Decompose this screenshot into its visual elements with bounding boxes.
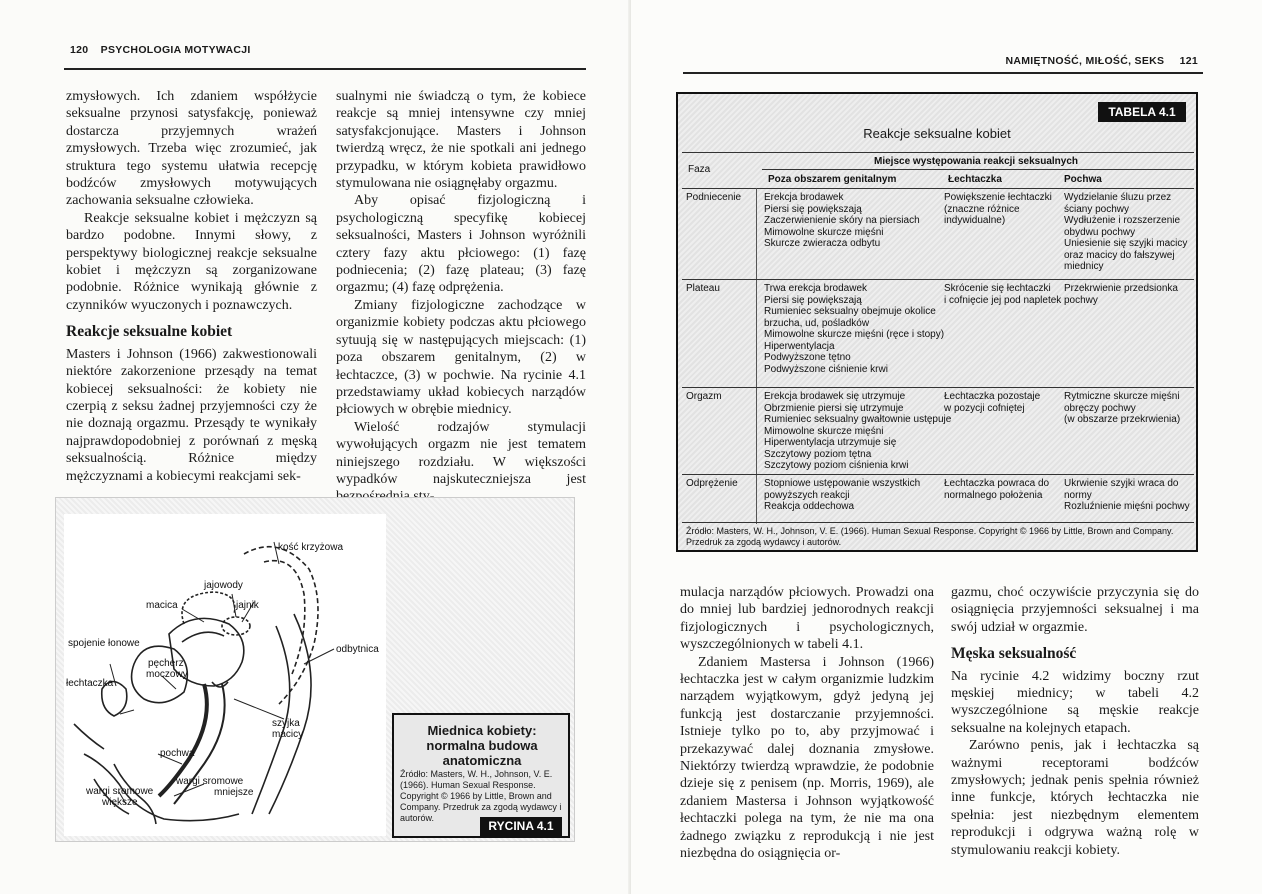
- table-cell-clitoris: Łechtaczka powraca do normalnego położenia: [944, 478, 1050, 501]
- table-cell-clitoris: Powiększenie łechtaczki (znaczne różnice indywidualne): [944, 192, 1052, 226]
- table-cell-outside: Erekcja brodawek się utrzymuje Obrzmienie piersi się utrzymuje Rumieniec seksualny gwałtownie ustępuje Mimowolne skurcze mięśni Hiperwentylacja utrzymuje się Szczytowy poziom tętna Szczytowy poziom ciśnienia krwi: [764, 391, 952, 471]
- table-cell-vagina: Rytmiczne skurcze mięśni obręczy pochwy (w obszarze przekrwienia): [1064, 391, 1181, 425]
- table-row-phase: Podniecenie: [686, 192, 742, 203]
- paragraph: Wielość rodzajów stymulacji wywołujących orgazm nie jest tematem niniejszego rozdziału. W większości wypadków najskuteczniejsza jest: [336, 419, 586, 487]
- label-szyjka: szyjka: [272, 718, 300, 729]
- right-running-head-title: NAMIĘTNOŚĆ, MIŁOŚĆ, SEKS: [1005, 55, 1165, 67]
- table-cell-outside: Erekcja brodawek Piersi się powiększają Zaczerwienienie skóry na piersiach Mimowolne skurcze mięśni Skurcze zwieracza odbytu: [764, 192, 920, 249]
- label-wargi-mniejsze: wargi sromowe: [176, 776, 244, 787]
- table-cell-outside: Stopniowe ustępowanie wszystkich powyższych reakcji Reakcja oddechowa: [764, 478, 921, 512]
- left-column-2: [336, 88, 586, 506]
- left-page-number: 120: [70, 44, 89, 56]
- table-header-outside: Poza obszarem genitalnym: [768, 174, 897, 185]
- figure-4-1: [55, 497, 575, 842]
- table-row-phase: Odprężenie: [686, 478, 738, 489]
- label-spojenie-lonowe: spojenie łonowe: [68, 638, 140, 649]
- section-heading: Męska seksualność: [951, 645, 1077, 663]
- table-header-clitoris: Łechtaczka: [948, 174, 1002, 185]
- right-page-number: 121: [1179, 55, 1198, 67]
- paragraph: Zdaniem Mastersa i Johnson (1966) łechtaczka jest w całym organizmie ludzkim narządem wyjątkowym, gdyż jedyną jej funkcją jest dostarczanie przyjemności. Istnieje tylko po to, aby przyjmować i przekazywać dalej doznania zmysłowe. Niektórzy twierdzą wprawdzie, że podobnie dzieje się z penisem (np. Morris, 1969), ale zdaniem Mastersa i Johnson wyjątkowość łechtaczki polega na tym, że nie ma ona żadnego związku z reprodukcją i nie jest niezbędna do osiągnięcia or-: [680, 654, 934, 862]
- right-running-head: [1005, 55, 1198, 67]
- label-lechtaczka: łechtaczka: [66, 678, 114, 689]
- table-source: Źródło: Masters, W. H., Johnson, V. E. (1966). Human Sexual Response. Copyright © 1966 by Little, Brown and Company. Przedruk za zgodą wydawcy i autorów.: [686, 526, 1174, 547]
- label-wieksze: większe: [102, 797, 138, 808]
- paragraph: Zarówno penis, jak i łechtaczka są ważnymi receptorami bodźców zmysłowych; jednak penis spełnia również inne funkcje, których łechtaczka nie spełnia: jest niezbędnym elementem reprodukcji i odgrywa ważną rolę w stymulowaniu reakcji kobiety.: [951, 738, 1199, 858]
- paragraph: zmysłowych. Ich zdaniem współżycie seksualne przynosi satysfakcję, ponieważ dostarcza przyjemnych wrażeń zmysłowych. Trzeba więc zrozumieć, jak struktura tego systemu ułatwia recepcję bodźców zmysłowych motywujących zachowania seksualne człowieka.: [66, 89, 317, 209]
- paragraph: Na rycinie 4.2 widzimy boczny rzut męskiej miednicy; w tabeli 4.2 wyszczególnione są męskie reakcje seksualne na kolejnych etapach.: [951, 668, 1199, 736]
- figure-tag: RYCINA 4.1: [480, 817, 562, 836]
- label-odbytnica: odbytnica: [336, 644, 379, 655]
- table-rule: [682, 279, 1194, 280]
- table-cell-vagina: Ukrwienie szyjki wraca do normy Rozluźnienie mięśni pochwy: [1064, 478, 1190, 512]
- table-rule: [682, 152, 1194, 153]
- paragraph: Aby opisać fizjologiczną i psychologiczną specyfikę kobiecej seksualności, Masters i Johnson wyróżnili cztery fazy aktu płciowego: (1) fazę podniecenia; (2) fazę plateau; (3) fazę orgazmu; (4) fazę odprężenia.: [336, 193, 586, 296]
- table-header-phase: Faza: [688, 164, 711, 175]
- left-running-head: [70, 44, 251, 56]
- label-wargi-wieksze: wargi sromowe: [86, 786, 154, 797]
- figure-caption-box: [392, 713, 570, 838]
- table-4-1: [676, 92, 1198, 552]
- table-rule: [682, 387, 1194, 388]
- table-rule: [682, 522, 1194, 523]
- left-header-rule: [64, 68, 586, 70]
- table-header-group: Miejsce występowania reakcji seksualnych: [874, 156, 1078, 167]
- label-mniejsze: mniejsze: [214, 787, 254, 798]
- table-rule: [682, 188, 1194, 189]
- table-cell-clitoris: Skrócenie się łechtaczki i cofnięcie jej pod napletek: [944, 283, 1062, 306]
- section-heading: Reakcje seksualne kobiet: [66, 323, 233, 341]
- right-column-2: [951, 584, 1199, 859]
- label-pecherz: pęcherz: [148, 658, 184, 669]
- paragraph: mulacja narządów płciowych. Prowadzi ona do mniej lub bardziej jednorodnych reakcji fizjologicznych i psychologicznych, wyszczególnionych w tabeli 4.1.: [680, 585, 934, 653]
- table-cell-outside: Trwa erekcja brodawek Piersi się powiększają Rumieniec seksualny obejmuje okolice brzucha, ud, pośladków Mimowolne skurcze mięśni (ręce i stopy) Hiperwentylacja Podwyższone tętno Podwyższone ciśnienie krwi: [764, 283, 945, 375]
- paragraph: sualnymi nie świadczą o tym, że kobiece reakcje są mniej intensywne czy mniej satysfakcjonujące. Masters i Johnson twierdzą wręcz, że nie spotkali ani jednego przypadku, w którym kobieta prawidłowo stymulowana nie osiągnęłaby orgazmu.: [336, 89, 586, 192]
- table-cell-clitoris: Łechtaczka pozostaje w pozycji cofniętej: [944, 391, 1041, 414]
- table-rule: [682, 474, 1194, 475]
- table-rule: [762, 169, 1194, 170]
- label-moczowy: moczowy: [146, 669, 188, 680]
- table-title: Reakcje seksualne kobiet: [863, 126, 1011, 141]
- label-macica: macica: [146, 600, 178, 611]
- figure-caption-title: Miednica kobiety: normalna budowa anatomiczna: [426, 723, 538, 768]
- table-header-vagina: Pochwa: [1064, 174, 1102, 185]
- table-tag: TABELA 4.1: [1098, 102, 1186, 122]
- paragraph: Zmiany fizjologiczne zachodzące w organizmie kobiety podczas aktu płciowego sytuują się w następujących miejscach: (1) poza obszarem genitalnym, (2) w łechtaczce, (3) w pochwie. Na rycinie 4.1 przedstawiamy układ kobiecych narządów płciowych w obrębie miednicy.: [336, 297, 586, 418]
- label-macicy: macicy: [272, 729, 304, 740]
- paragraph: Reakcje seksualne kobiet i mężczyzn są bardzo podobne. Innymi słowy, z perspektywy biologicznej reakcje seksualne kobiet i mężczyzn są zorganizowane podobnie. Różnice wynikają głównie z czynników wyuczonych i poznawczych.: [66, 210, 317, 313]
- paragraph: gazmu, choć oczywiście przyczynia się do osiągnięcia przyjemności seksualnej i ma swój udział w orgazmie.: [951, 585, 1199, 635]
- table-cell-vagina: Przekrwienie przedsionka pochwy: [1064, 283, 1178, 306]
- label-jajowody: jajowody: [204, 580, 243, 591]
- table-row-phase: Plateau: [686, 283, 720, 294]
- right-column-1: [680, 584, 934, 863]
- paragraph: Masters i Johnson (1966) zakwestionowali niektóre zakorzenione przesądy na temat kobiecej seksualności: że kobiety nie czerpią z seksu żadnej przyjemności czy że nie doznają orgazmu. Przesądy te wynikały najprawdopodobniej z porównań z męską seksualnością. Różnice między mężczyznami a kobiecymi reakcjami sek-: [66, 346, 317, 484]
- figure-drawing-area: [64, 514, 386, 836]
- figure-source: Źródło: Masters, W. H., Johnson, V. E. (1966). Human Sexual Response. Copyright © 1966 by Little, Brown and Company. Przedruk za zgodą wydawcy i autorów.: [400, 769, 562, 823]
- table-cell-vagina: Wydzielanie śluzu przez ściany pochwy Wydłużenie i rozszerzenie obydwu pochwy Uniesienie się szyjki macicy oraz macicy do fałszywej miednicy: [1064, 192, 1188, 272]
- table-row-phase: Orgazm: [686, 391, 722, 402]
- label-jajnik: jajnik: [236, 600, 259, 611]
- left-column-1: [66, 88, 317, 485]
- label-kosc-krzyzowa: kość krzyżowa: [278, 542, 344, 553]
- left-running-head-title: PSYCHOLOGIA MOTYWACJI: [100, 44, 251, 56]
- label-pochwa: pochwa: [160, 748, 195, 759]
- right-header-rule: [683, 72, 1203, 74]
